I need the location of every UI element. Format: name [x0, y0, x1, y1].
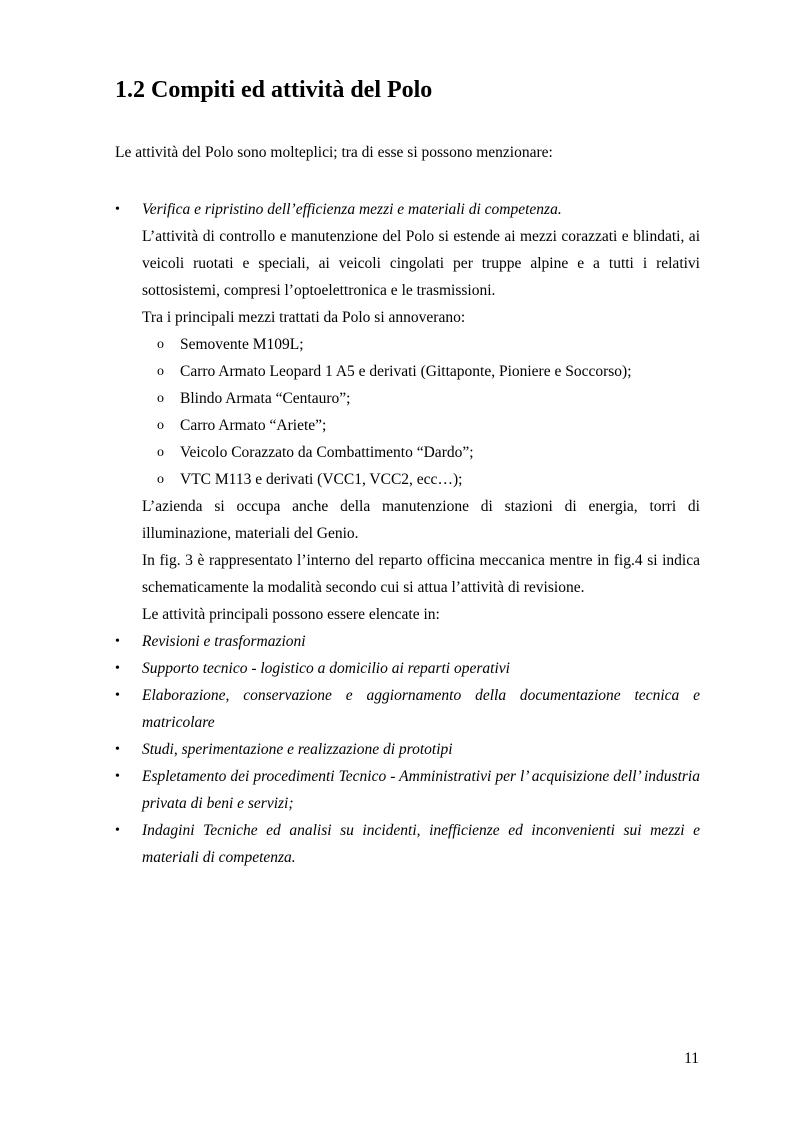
bullet-icon: • [115, 769, 120, 784]
bullet-icon: • [115, 742, 120, 757]
circle-bullet-icon: o [157, 364, 164, 379]
page-title: 1.2 Compiti ed attività del Polo [115, 77, 433, 103]
activity-item [115, 763, 700, 817]
circle-bullet-icon: o [157, 418, 164, 433]
content-section [115, 196, 700, 871]
vehicle-label: VTC M113 e derivati (VCC1, VCC2, ecc…); [180, 471, 463, 488]
bullet-icon: • [115, 823, 120, 838]
list-item [115, 196, 700, 223]
activity-item [115, 628, 700, 655]
vehicle-list-item [115, 385, 700, 412]
vehicle-list [115, 331, 700, 493]
circle-bullet-icon: o [157, 391, 164, 406]
activity-item [115, 817, 700, 871]
bullet-icon: • [115, 202, 120, 217]
circle-bullet-icon: o [157, 445, 164, 460]
vehicle-list-item [115, 331, 700, 358]
activity-label: Studi, sperimentazione e realizzazione di prototipi [142, 741, 453, 758]
list-item-heading: Verifica e ripristino dell’efficienza mezzi e materiali di competenza. [142, 201, 562, 218]
vehicle-label: Carro Armato “Ariete”; [180, 417, 327, 434]
paragraph: L’attività di controllo e manutenzione del Polo si estende ai mezzi corazzati e blindati, ai veicoli ruotati e speciali, ai veicoli cingolati per truppe alpine e a tutti i relativi sottosistemi, compresi l’optoelettronica e le trasmissioni. [142, 228, 700, 299]
paragraph: Le attività principali possono essere elencate in: [142, 606, 440, 623]
vehicle-list-item [115, 439, 700, 466]
paragraph: Tra i principali mezzi trattati da Polo si annoverano: [142, 309, 466, 326]
paragraph: L’azienda si occupa anche della manutenzione di stazioni di energia, torri di illuminazione, materiali del Genio. [142, 498, 700, 542]
activity-item [115, 736, 700, 763]
activity-label: Elaborazione, conservazione e aggiornamento della documentazione tecnica e matricolare [142, 687, 700, 731]
bullet-icon: • [115, 634, 120, 649]
page-number: 11 [684, 1050, 699, 1067]
paragraph: In fig. 3 è rappresentato l’interno del reparto officina meccanica mentre in fig.4 si indica schematicamente la modalità secondo cui si attua l’attività di revisione. [142, 552, 700, 596]
activity-item [115, 655, 700, 682]
intro-text: Le attività del Polo sono molteplici; tra di esse si possono menzionare: [115, 144, 553, 161]
activity-label: Supporto tecnico - logistico a domicilio ai reparti operativi [142, 660, 510, 677]
vehicle-label: Carro Armato Leopard 1 A5 e derivati (Gittaponte, Pioniere e Soccorso); [180, 363, 632, 380]
circle-bullet-icon: o [157, 337, 164, 352]
vehicle-label: Blindo Armata “Centauro”; [180, 390, 351, 407]
circle-bullet-icon: o [157, 472, 164, 487]
activity-item [115, 682, 700, 736]
bullet-icon: • [115, 661, 120, 676]
vehicle-label: Veicolo Corazzato da Combattimento “Dardo”; [180, 444, 474, 461]
vehicle-list-item [115, 412, 700, 439]
vehicle-label: Semovente M109L; [180, 336, 304, 353]
vehicle-list-item [115, 358, 700, 385]
activity-label: Revisioni e trasformazioni [142, 633, 306, 650]
vehicle-list-item [115, 466, 700, 493]
bullet-icon: • [115, 688, 120, 703]
activity-label: Indagini Tecniche ed analisi su incidenti, inefficienze ed inconvenienti sui mezzi e materiali di competenza. [142, 822, 700, 866]
activity-label: Espletamento dei procedimenti Tecnico - Amministrativi per l’ acquisizione dell’ industria privata di beni e servizi; [142, 768, 700, 812]
